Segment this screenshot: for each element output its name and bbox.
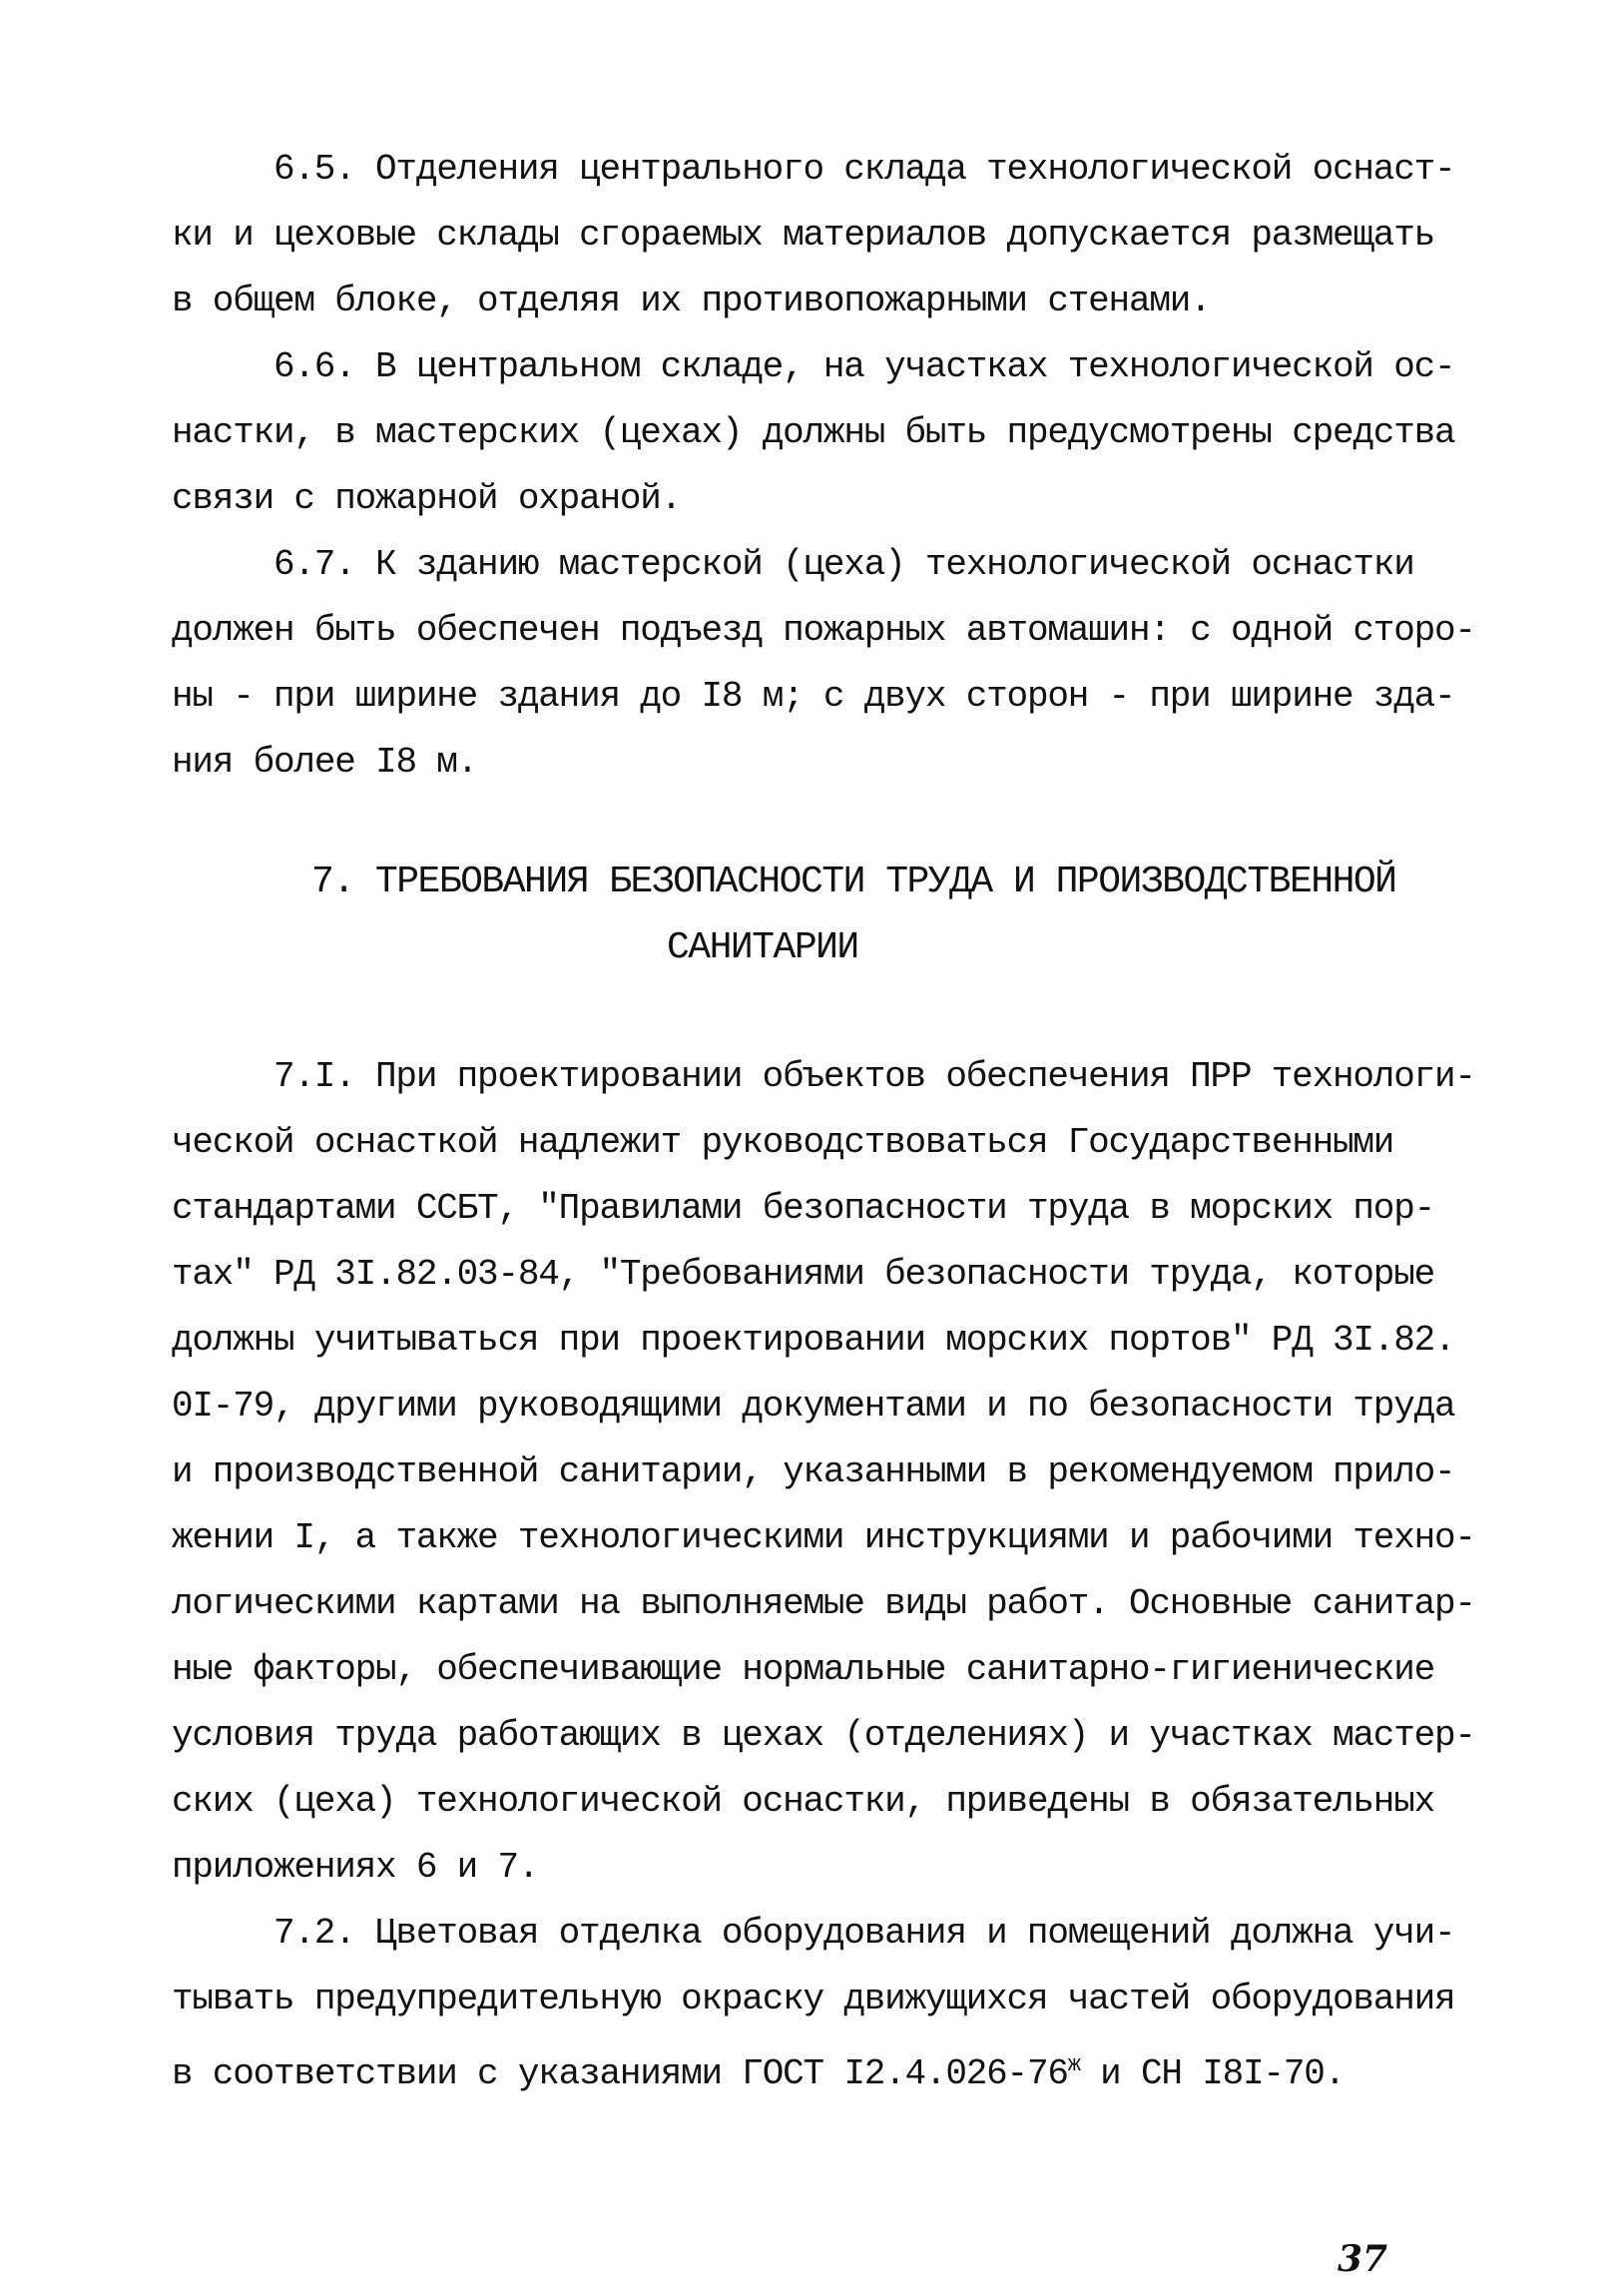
text-line: условия труда работающих в цехах (отделениях) и участках мастер-	[172, 1715, 1475, 1756]
text-line: ки и цеховые склады сгораемых материалов допускается размещать	[172, 215, 1435, 256]
text-line: жении I, а также технологическими инструкциями и рабочими техно-	[172, 1517, 1475, 1558]
section-heading: 7. ТРЕБОВАНИЯ БЕЗОПАСНОСТИ ТРУДА И ПРОИЗВОДСТВЕННОЙ	[311, 861, 1396, 903]
text-line: 7.I. При проектировании объектов обеспечения ПРР технологи-	[273, 1056, 1475, 1097]
text-line: и производственной санитарии, указанными в рекомендуемом прило-	[172, 1451, 1455, 1492]
text-line: ные факторы, обеспечивающие нормальные санитарно-гигиенические	[172, 1649, 1435, 1690]
text-line: 7.2. Цветовая отделка оборудования и помещений должна учи-	[273, 1913, 1455, 1954]
page-number: 37	[1338, 2238, 1388, 2280]
text-line: тывать предупредительную окраску движущихся частей оборудования	[172, 1979, 1455, 2019]
text-line: ческой оснасткой надлежит руководствоваться Государственными	[172, 1122, 1394, 1163]
superscript-mark: ж	[1067, 2052, 1080, 2077]
section-heading: САНИТАРИИ	[667, 926, 858, 969]
text-line: ских (цеха) технологической оснастки, приведены в обязательных	[172, 1781, 1435, 1822]
text-line: логическими картами на выполняемые виды работ. Основные санитар-	[172, 1583, 1475, 1624]
text-line: 6.7. К зданию мастерской (цеха) технологической оснастки	[273, 544, 1414, 585]
text-line: стандартами ССБТ, "Правилами безопасности труда в морских пор-	[172, 1188, 1435, 1229]
text-line	[172, 2043, 1345, 2096]
text-line: должны учитываться при проектировании морских портов" РД 3I.82.	[172, 1320, 1455, 1361]
text-line: должен быть обеспечен подъезд пожарных автомашин: с одной сторо-	[172, 610, 1475, 651]
text-line: ния более I8 м.	[172, 742, 478, 783]
text-line: 6.6. В центральном складе, на участках технологической ос-	[273, 346, 1455, 387]
text-line: 0I-79, другими руководящими документами и по безопасности труда	[172, 1386, 1455, 1427]
text-line: тах" РД 3I.82.03-84, "Требованиями безопасности труда, которые	[172, 1254, 1435, 1295]
text-segment: и СН I8I-70.	[1079, 2053, 1346, 2094]
text-line: настки, в мастерских (цехах) должны быть предусмотрены средства	[172, 412, 1455, 453]
text-line: приложениях 6 и 7.	[172, 1847, 539, 1888]
text-segment: в соответствии с указаниями ГОСТ I2.4.026-76	[172, 2053, 1068, 2094]
text-line: связи с пожарной охраной.	[172, 478, 682, 519]
text-line: 6.5. Отделения центрального склада технологической оснаст-	[273, 149, 1455, 190]
text-line: ны - при ширине здания до I8 м; с двух сторон - при ширине зда-	[172, 676, 1455, 717]
text-line: в общем блоке, отделяя их противопожарными стенами.	[172, 281, 1211, 321]
